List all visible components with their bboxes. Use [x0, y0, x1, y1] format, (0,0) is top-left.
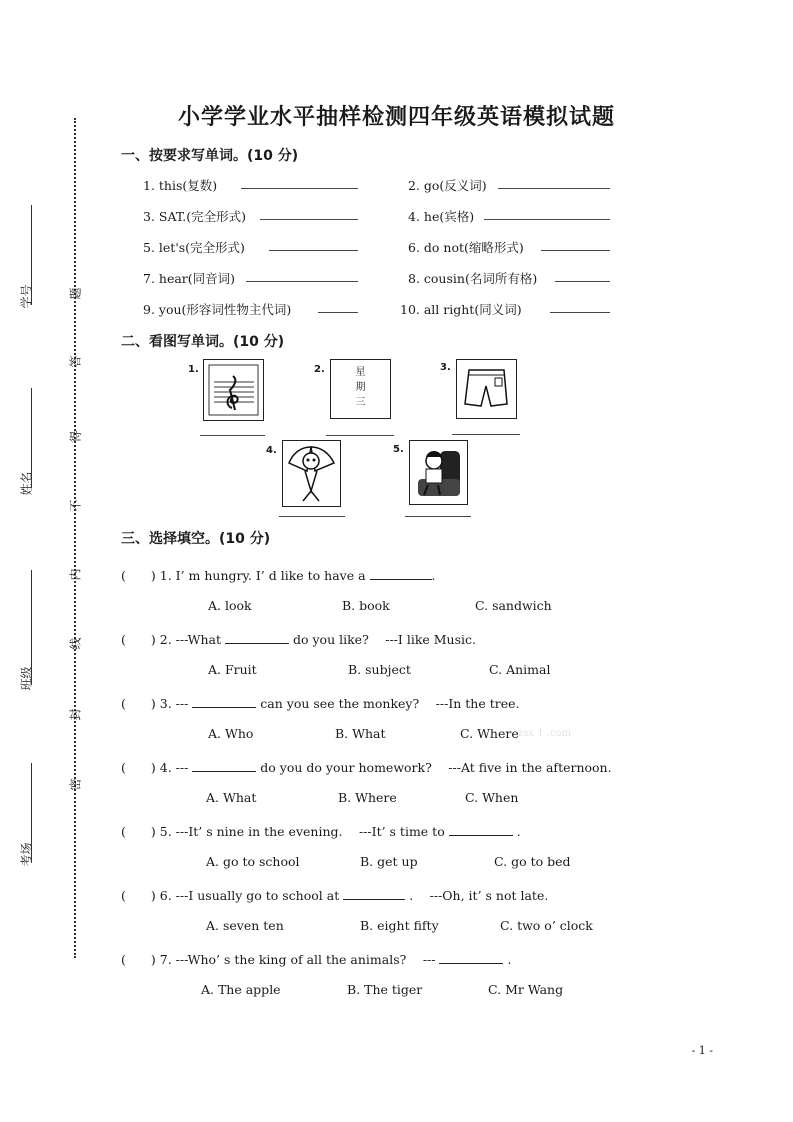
answer-blank[interactable]: [246, 281, 358, 282]
answer-blank[interactable]: [279, 516, 345, 517]
s1-item-2: 2. go(反义词): [408, 178, 487, 193]
answer-blank[interactable]: [555, 281, 610, 282]
answer-blank[interactable]: [484, 219, 610, 220]
option-c[interactable]: C. Mr Wang: [488, 982, 564, 997]
option-c[interactable]: C. Animal: [489, 662, 551, 677]
picture-number: 2.: [314, 364, 325, 375]
option-b[interactable]: B. eight fifty: [360, 918, 439, 933]
s1-item-8: 8. cousin(名词所有格): [408, 271, 538, 286]
picture-shorts: [456, 359, 517, 419]
option-b[interactable]: B. What: [335, 726, 386, 741]
answer-blank[interactable]: [260, 219, 358, 220]
option-a[interactable]: A. What: [206, 790, 257, 805]
option-b[interactable]: B. get up: [360, 854, 418, 869]
answer-blank[interactable]: [498, 188, 610, 189]
option-c[interactable]: C. two o’ clock: [500, 918, 593, 933]
exam-room-label: 考场: [19, 842, 34, 867]
answer-blank[interactable]: [405, 516, 471, 517]
picture-kite: [282, 440, 341, 507]
question-3: ( ) 3. --- can you see the monkey? ---In the tree.: [121, 696, 520, 711]
calendar-char: 星: [355, 367, 366, 378]
option-a[interactable]: A. seven ten: [206, 918, 284, 933]
answer-blank[interactable]: [241, 188, 358, 189]
picture-girl-sofa: [409, 440, 468, 505]
name-line: [31, 388, 32, 488]
answer-paren[interactable]: ( ): [121, 888, 156, 903]
music-note-icon: [204, 360, 263, 420]
option-b[interactable]: B. Where: [338, 790, 397, 805]
page-title: 小学学业水平抽样检测四年级英语模拟试题: [177, 105, 615, 130]
option-a[interactable]: A. The apple: [201, 982, 281, 997]
sofa-girl-icon: [410, 441, 467, 504]
section3-heading: 三、选择填空。(10 分): [121, 531, 271, 547]
class-label: 班级: [19, 666, 34, 691]
name-label: 姓名: [19, 471, 34, 496]
shorts-icon: [457, 360, 516, 418]
s1-item-7: 7. hear(同音词): [143, 271, 236, 286]
student-id-line: [31, 205, 32, 305]
seal-char: 封: [68, 708, 83, 721]
seal-char: 题: [68, 287, 83, 300]
seal-char: 线: [68, 637, 83, 650]
question-6: ( ) 6. ---I usually go to school at . ---Oh, it’ s not late.: [121, 888, 549, 903]
seal-char: 得: [68, 430, 83, 443]
s1-item-9: 9. you(形容词性物主代词): [143, 302, 292, 317]
answer-blank[interactable]: [439, 951, 503, 964]
page-number: - 1 -: [691, 1044, 713, 1057]
answer-paren[interactable]: ( ): [121, 632, 156, 647]
answer-blank[interactable]: [550, 312, 610, 313]
watermark: zsx 1 .com: [518, 728, 572, 739]
picture-number: 1.: [188, 364, 199, 375]
exam-room-line: [31, 763, 32, 863]
answer-blank[interactable]: [343, 887, 405, 900]
option-c[interactable]: C. go to bed: [494, 854, 571, 869]
option-b[interactable]: B. subject: [348, 662, 411, 677]
s1-item-5: 5. let's(完全形式): [143, 240, 245, 255]
option-a[interactable]: A. go to school: [206, 854, 300, 869]
question-5: ( ) 5. ---It’ s nine in the evening. ---It’ s time to .: [121, 824, 521, 839]
student-id-label: 学号: [19, 284, 34, 309]
picture-number: 4.: [266, 445, 277, 456]
answer-paren[interactable]: ( ): [121, 760, 156, 775]
kite-icon: [283, 441, 340, 506]
option-b[interactable]: B. The tiger: [347, 982, 423, 997]
answer-blank[interactable]: [370, 567, 432, 580]
s1-item-3: 3. SAT.(完全形式): [143, 209, 247, 224]
option-a[interactable]: A. Who: [208, 726, 254, 741]
picture-music-note: [203, 359, 264, 421]
question-1: ( ) 1. I’ m hungry. I’ d like to have a .: [121, 568, 436, 583]
answer-blank[interactable]: [192, 695, 256, 708]
picture-calendar: [330, 359, 391, 419]
s1-item-10: 10. all right(同义词): [400, 302, 522, 317]
s1-item-4: 4. he(宾格): [408, 209, 475, 224]
seal-char: 答: [68, 355, 83, 368]
answer-paren[interactable]: ( ): [121, 696, 156, 711]
answer-paren[interactable]: ( ): [121, 824, 156, 839]
option-c[interactable]: C. Where: [460, 726, 519, 741]
answer-blank[interactable]: [318, 312, 358, 313]
option-c[interactable]: C. sandwich: [475, 598, 552, 613]
question-2: ( ) 2. ---What do you like? ---I like Music.: [121, 632, 476, 647]
answer-blank[interactable]: [192, 759, 256, 772]
answer-blank[interactable]: [269, 250, 358, 251]
answer-blank[interactable]: [200, 435, 265, 436]
answer-blank[interactable]: [225, 631, 289, 644]
section2-heading: 二、看图写单词。(10 分): [121, 334, 285, 350]
question-7: ( ) 7. ---Who’ s the king of all the animals? --- .: [121, 952, 512, 967]
calendar-char: 期: [355, 382, 366, 393]
answer-blank[interactable]: [541, 250, 610, 251]
option-c[interactable]: C. When: [465, 790, 519, 805]
answer-paren[interactable]: ( ): [121, 568, 156, 583]
picture-number: 3.: [440, 362, 451, 373]
answer-blank[interactable]: [449, 823, 513, 836]
option-a[interactable]: A. look: [208, 598, 252, 613]
s1-item-6: 6. do not(缩略形式): [408, 240, 524, 255]
binding-dotted-line: [74, 118, 76, 958]
seal-char: 不: [68, 499, 83, 512]
seal-char: 密: [68, 778, 83, 791]
s1-item-1: 1. this(复数): [143, 178, 218, 193]
answer-paren[interactable]: ( ): [121, 952, 156, 967]
answer-blank[interactable]: [326, 435, 394, 436]
answer-blank[interactable]: [452, 434, 520, 435]
picture-number: 5.: [393, 444, 404, 455]
option-a[interactable]: A. Fruit: [208, 662, 257, 677]
section1-heading: 一、按要求写单词。(10 分): [121, 148, 299, 164]
option-b[interactable]: B. book: [342, 598, 390, 613]
calendar-char: 三: [355, 397, 366, 408]
question-4: ( ) 4. --- do you do your homework? ---At five in the afternoon.: [121, 760, 612, 775]
seal-char: 内: [68, 568, 83, 581]
class-line: [31, 570, 32, 685]
